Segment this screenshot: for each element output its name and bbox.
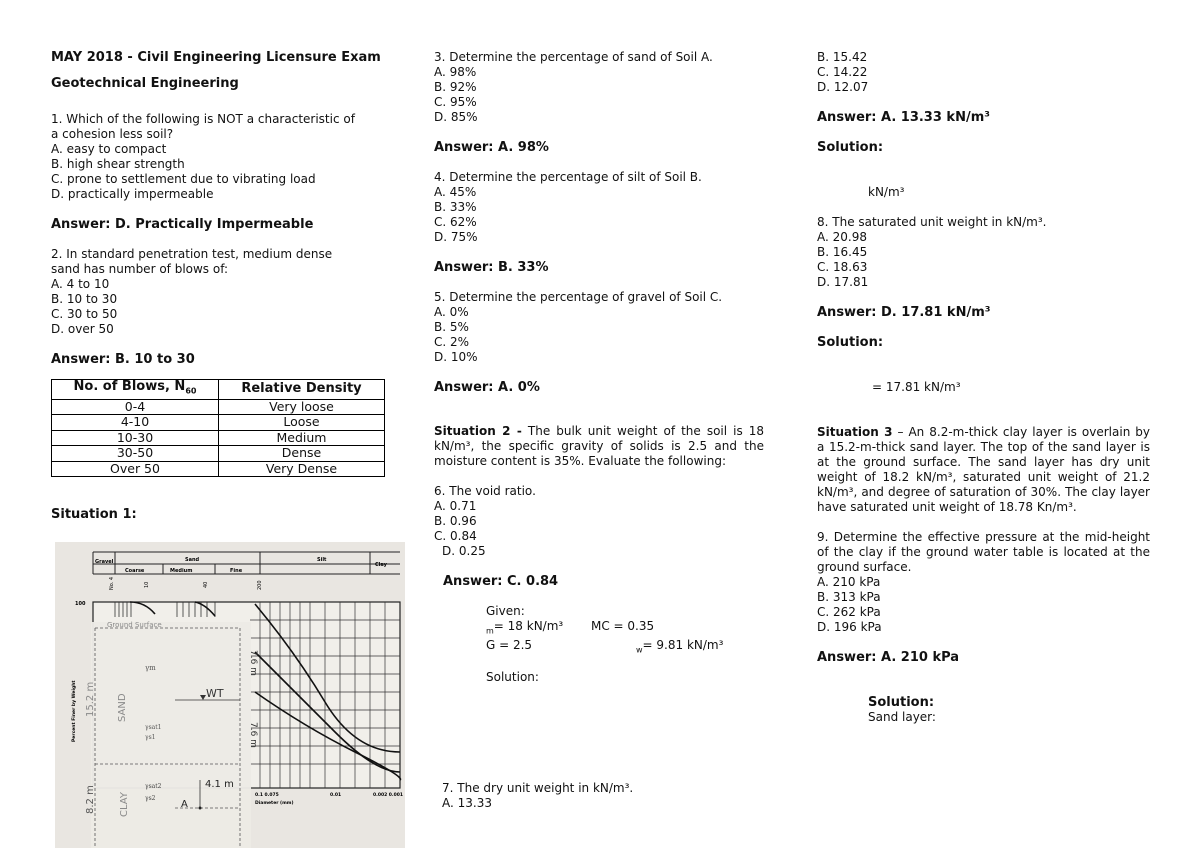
label-silt: Silt xyxy=(317,557,327,563)
answer-6: Answer: C. 0.84 xyxy=(443,574,559,589)
option: A. 0.71 xyxy=(434,499,477,513)
solution-8-result: = 17.81 kN/m³ xyxy=(872,380,961,394)
cell-blows: 4-10 xyxy=(52,415,219,431)
option: A. 210 kPa xyxy=(817,575,881,589)
option: B. 313 kPa xyxy=(817,590,881,604)
table-row xyxy=(52,415,385,431)
gamma-s1-label: γs1 xyxy=(145,734,156,741)
ground-surface-label: Ground Surface xyxy=(107,621,162,629)
option: B. 15.42 xyxy=(817,50,868,64)
sieve-200: 200 xyxy=(257,580,263,590)
option: D. 10% xyxy=(434,350,478,364)
option: A. easy to compact xyxy=(51,142,167,156)
answer-9: Answer: A. 210 kPa xyxy=(817,650,960,665)
option: C. 30 to 50 xyxy=(51,307,118,321)
gamma-m-label: γm xyxy=(145,664,156,672)
question-4 xyxy=(434,170,764,245)
option: A. 98% xyxy=(434,65,477,79)
option: C. prone to settlement due to vibrating load xyxy=(51,172,316,186)
gamma-sat2-label: γsat2 xyxy=(145,783,162,790)
given-gamma-w-value: = 9.81 kN/m³ xyxy=(642,638,724,653)
solution-7-label: Solution: xyxy=(817,140,884,155)
header-density: Relative Density xyxy=(219,380,385,400)
exam-title: MAY 2018 - Civil Engineering Licensure Exam xyxy=(51,50,381,65)
solution-label: Solution: xyxy=(486,669,539,684)
option: C. 95% xyxy=(434,95,477,109)
clay-layer-label: CLAY xyxy=(119,792,130,817)
option: B. 92% xyxy=(434,80,477,94)
wt-label: WT xyxy=(206,687,224,700)
situation-2 xyxy=(434,424,764,469)
column-middle xyxy=(434,50,764,811)
option: D. over 50 xyxy=(51,322,114,336)
cell-density: Medium xyxy=(219,430,385,446)
cell-density: Loose xyxy=(219,415,385,431)
table-row xyxy=(52,430,385,446)
option: B. high shear strength xyxy=(51,157,185,171)
option: A. 0% xyxy=(434,305,469,319)
situation-3-label: Situation 3 xyxy=(817,425,893,439)
option: B. 10 to 30 xyxy=(51,292,118,306)
label-clay-band: Clay xyxy=(375,562,387,568)
question-text: 9. Determine the effective pressure at the mid-height of the clay if the ground water table is located at the ground surface. xyxy=(817,530,1150,574)
option: C. 18.63 xyxy=(817,260,868,274)
header-blows xyxy=(52,380,219,400)
answer-2: Answer: B. 10 to 30 xyxy=(51,352,195,367)
given-row-1 xyxy=(486,619,764,638)
option: A. 45% xyxy=(434,185,477,199)
question-6 xyxy=(434,484,764,559)
dim-sand-label: 15.2 m xyxy=(85,681,96,717)
given-block xyxy=(434,604,764,685)
point-a-label: A xyxy=(181,799,188,810)
option: D. 85% xyxy=(434,110,478,124)
question-text: a cohesion less soil? xyxy=(51,127,174,141)
given-mc: MC = 0.35 xyxy=(591,619,655,633)
y-tick-100: 100 xyxy=(75,601,86,607)
question-7 xyxy=(434,781,764,811)
dim-lower-label: 7.6 m xyxy=(248,722,258,748)
sand-layer-label: SAND xyxy=(117,693,128,722)
given-label: Given: xyxy=(486,604,525,618)
answer-8: Answer: D. 17.81 kN/m³ xyxy=(817,305,991,320)
option: B. 33% xyxy=(434,200,477,214)
situation-1-label: Situation 1: xyxy=(51,507,137,523)
label-gravel: Gravel xyxy=(95,559,114,565)
table-row xyxy=(52,446,385,462)
situation-3-text: – An 8.2-m-thick clay layer is overlain by a 15.2-m-thick sand layer. The top of the sand layer is at the ground surface. The sand layer has dry unit weight of 18.2 kN/m³, saturated unit weight of 21.2 kN/m³, and degree of saturation of 30%. The clay layer have saturated unit weight of 18.78 Kn/m³. xyxy=(817,425,1151,514)
question-1 xyxy=(51,112,381,202)
label-sand: Sand xyxy=(185,557,200,563)
x-axis-label: Diameter (mm) xyxy=(255,801,294,806)
option: A. 20.98 xyxy=(817,230,867,244)
label-coarse: Coarse xyxy=(125,568,145,574)
label-fine: Fine xyxy=(230,568,243,574)
solution-9 xyxy=(817,695,1150,725)
question-5 xyxy=(434,290,764,365)
answer-1: Answer: D. Practically Impermeable xyxy=(51,217,314,232)
relative-density-table xyxy=(51,379,385,477)
figure-svg xyxy=(55,542,405,848)
x-tick-01: 0.1 0.075 xyxy=(255,793,279,798)
option: B. 0.96 xyxy=(434,514,477,528)
subject-title: Geotechnical Engineering xyxy=(51,76,239,91)
cell-density: Very Dense xyxy=(219,461,385,477)
y-axis-label: Percent Finer by Weight xyxy=(72,680,77,742)
given-row-2 xyxy=(486,638,764,657)
sieve-40: 40 xyxy=(203,581,209,588)
given-gamma-w: $_w$= 9.81 kN/m³ xyxy=(636,638,724,655)
question-text: 5. Determine the percentage of gravel of Soil C. xyxy=(434,290,723,304)
gamma-sat1-label: γsat1 xyxy=(145,724,162,731)
given-gamma-m: $_m$= 18 kN/m³ xyxy=(486,619,564,636)
situation-1-figure xyxy=(55,542,405,848)
option: D. 75% xyxy=(434,230,478,244)
question-text: 1. Which of the following is NOT a characteristic of xyxy=(51,112,355,126)
situation-3 xyxy=(817,425,1150,515)
situation-2-text: The bulk unit weight of the soil is 18 kN/m³, the specific gravity of solids is 2.5 and the moisture content is 35%. Evaluate the following: xyxy=(434,424,764,468)
cell-density: Dense xyxy=(219,446,385,462)
question-text: sand has number of blows of: xyxy=(51,262,229,276)
answer-7: Answer: A. 13.33 kN/m³ xyxy=(817,110,990,125)
cell-blows: 10-30 xyxy=(52,430,219,446)
dim-clay-label: 8.2 m xyxy=(85,785,96,814)
table-row xyxy=(52,461,385,477)
option: C. 14.22 xyxy=(817,65,868,79)
solution-7-unit: kN/m³ xyxy=(868,185,905,199)
cell-blows: Over 50 xyxy=(52,461,219,477)
option: D. practically impermeable xyxy=(51,187,214,201)
question-text: 4. Determine the percentage of silt of Soil B. xyxy=(434,170,702,184)
question-text: 7. The dry unit weight in kN/m³. xyxy=(442,780,634,795)
situation-2-label: Situation 2 - xyxy=(434,424,522,438)
sieve-4: No. 4 xyxy=(109,576,115,590)
sieve-10: 10 xyxy=(144,581,150,588)
option: D. 12.07 xyxy=(817,80,869,94)
answer-4: Answer: B. 33% xyxy=(434,260,549,275)
x-tick-001: 0.01 xyxy=(330,793,342,798)
question-text: 3. Determine the percentage of sand of Soil A. xyxy=(434,50,713,64)
option: B. 5% xyxy=(434,320,469,334)
header-blows-text: No. of Blows, N xyxy=(73,379,186,394)
answer-3: Answer: A. 98% xyxy=(434,140,549,155)
option: A. 4 to 10 xyxy=(51,277,110,291)
cell-blows: 30-50 xyxy=(52,446,219,462)
option: A. 13.33 xyxy=(442,795,492,810)
option: C. 0.84 xyxy=(434,529,477,543)
question-3 xyxy=(434,50,764,125)
x-tick-0002: 0.002 0.001 xyxy=(373,793,404,798)
question-text: 8. The saturated unit weight in kN/m³. xyxy=(817,215,1047,229)
option: D. 17.81 xyxy=(817,275,869,289)
option: D. 196 kPa xyxy=(817,620,882,634)
question-8 xyxy=(817,215,1150,290)
header-blows-sub: 60 xyxy=(185,386,197,396)
question-9 xyxy=(817,530,1150,635)
table-header-row xyxy=(52,380,385,400)
given-gamma-m-value: = 18 kN/m³ xyxy=(493,619,564,633)
solution-9-label: Solution: xyxy=(868,695,935,710)
question-text: 6. The void ratio. xyxy=(434,484,536,498)
option: C. 262 kPa xyxy=(817,605,881,619)
given-g: G = 2.5 xyxy=(486,638,533,653)
option: C. 2% xyxy=(434,335,470,349)
column-left xyxy=(51,50,381,522)
question-2 xyxy=(51,247,381,337)
question-text: 2. In standard penetration test, medium dense xyxy=(51,247,333,261)
dim-upper-label: 7.6 m xyxy=(248,650,258,676)
cell-blows: 0-4 xyxy=(52,399,219,415)
option: C. 62% xyxy=(434,215,477,229)
dim-half-clay-label: 4.1 m xyxy=(205,779,234,790)
solution-8-label: Solution: xyxy=(817,335,884,350)
column-right xyxy=(817,50,1150,725)
solution-9-sub: Sand layer: xyxy=(868,710,936,724)
gamma-s2-label: γs2 xyxy=(145,795,156,802)
answer-5: Answer: A. 0% xyxy=(434,380,540,395)
option: B. 16.45 xyxy=(817,245,868,259)
table-row xyxy=(52,399,385,415)
label-medium: Medium xyxy=(170,568,193,574)
cell-density: Very loose xyxy=(219,399,385,415)
option: D. 0.25 xyxy=(442,544,486,558)
